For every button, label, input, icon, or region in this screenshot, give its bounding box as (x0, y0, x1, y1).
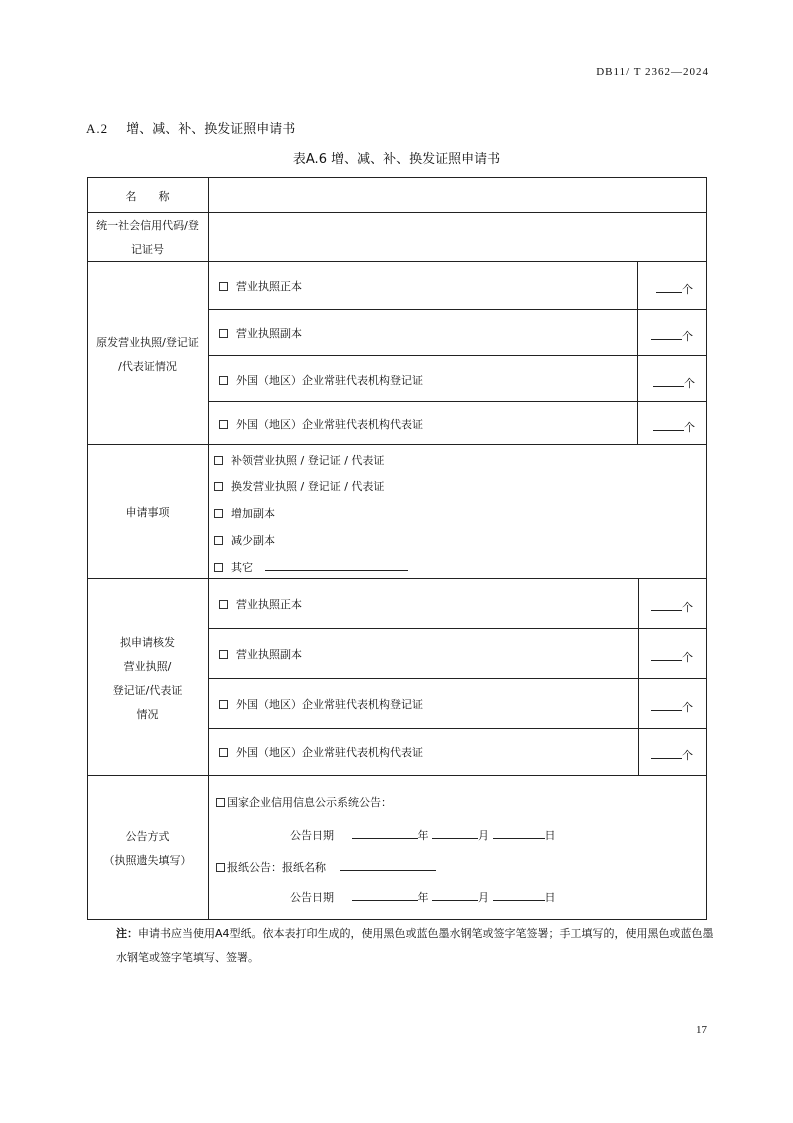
sub-row-divider (208, 628, 707, 629)
document-code: DB11/ T 2362—2024 (596, 66, 709, 78)
checkbox[interactable] (219, 748, 228, 757)
other-blank[interactable] (265, 560, 408, 571)
original-item-text: 营业执照副本 (236, 327, 302, 340)
credit-code-label-line2: 记证号 (131, 243, 164, 256)
sub-row-divider (208, 355, 707, 356)
original-label-line2: /代表证情况 (118, 360, 177, 373)
row-divider (87, 444, 707, 445)
checkbox[interactable] (219, 600, 228, 609)
original-item-text: 外国（地区）企业常驻代表机构登记证 (236, 374, 423, 387)
credit-code-label-line1: 统一社会信用代码/登 (96, 219, 199, 232)
sub-row-divider (208, 401, 707, 402)
row-divider (87, 775, 707, 776)
sub-row-divider (208, 309, 707, 310)
original-count[interactable]: 个 (653, 375, 695, 391)
original-count[interactable]: 个 (656, 281, 693, 297)
announcement-option-online: 国家企业信用信息公示系统公告： (216, 791, 392, 815)
checkbox[interactable] (214, 536, 223, 545)
day-blank[interactable] (493, 828, 545, 839)
sub-row-divider (208, 678, 707, 679)
application-item: 减少副本 (214, 529, 275, 553)
footnote-text: 申请书应当使用A4型纸。依本表打印生成的，使用黑色或蓝色墨水钢笔或签字笔签署；手工填写的，使用黑色或蓝色墨水钢笔或签字笔填写、签署。 (116, 927, 714, 964)
proposed-count[interactable]: 个 (651, 747, 693, 763)
section-title-text: 增、减、补、换发证照申请书 (126, 122, 296, 137)
checkbox[interactable] (214, 509, 223, 518)
proposed-label-line3: 登记证/代表证 (112, 684, 183, 697)
section-number: A.2 (86, 121, 109, 136)
proposed-item: 营业执照副本 (219, 643, 302, 667)
month-blank[interactable] (432, 890, 478, 901)
original-item (219, 369, 423, 393)
proposed-count[interactable]: 个 (651, 699, 693, 715)
proposed-item: 外国（地区）企业常驻代表机构代表证 (219, 741, 423, 765)
month-blank[interactable] (432, 828, 478, 839)
checkbox[interactable] (219, 329, 228, 338)
original-item (219, 322, 302, 346)
original-label-line1: 原发营业执照/登记证 (96, 336, 199, 349)
checkbox[interactable] (219, 376, 228, 385)
day-blank[interactable] (493, 890, 545, 901)
name-label: 名 称 (125, 190, 170, 203)
proposed-label-line2: 营业执照/ (123, 660, 172, 673)
checkbox[interactable] (214, 563, 223, 572)
count-column-divider (638, 578, 639, 775)
proposed-label-line4: 情况 (136, 708, 159, 721)
checkbox[interactable] (216, 798, 225, 807)
checkbox[interactable] (214, 456, 223, 465)
footnote-label: 注： (116, 927, 138, 940)
newspaper-name-blank[interactable] (340, 860, 436, 871)
sub-row-divider (208, 728, 707, 729)
original-count[interactable]: 个 (651, 328, 693, 344)
year-blank[interactable] (352, 828, 418, 839)
announcement-label-line2: （执照遗失填写） (103, 854, 192, 867)
proposed-label-line1: 拟申请核发 (120, 636, 175, 649)
announcement-option-newspaper: 报纸公告：报纸名称 (216, 856, 436, 880)
year-blank[interactable] (352, 890, 418, 901)
original-item-text: 营业执照正本 (236, 280, 302, 293)
original-item (219, 275, 302, 299)
checkbox[interactable] (219, 650, 228, 659)
application-label: 申请事项 (125, 506, 170, 519)
announcement-label-line1: 公告方式 (125, 830, 170, 843)
proposed-item: 外国（地区）企业常驻代表机构登记证 (219, 693, 423, 717)
count-column-divider (637, 261, 638, 444)
section-title (86, 118, 295, 137)
application-form-table (87, 177, 707, 920)
announcement-date-row: 公告日期 年 月 日 (290, 891, 556, 904)
original-item (219, 413, 423, 437)
label-column-divider (208, 177, 209, 920)
footnote (116, 922, 716, 970)
page-number: 17 (696, 1024, 707, 1036)
announcement-date-row: 公告日期 年 月 日 (290, 829, 556, 842)
proposed-item: 营业执照正本 (219, 593, 302, 617)
application-item: 其它 (214, 556, 408, 580)
checkbox[interactable] (216, 863, 225, 872)
application-item: 增加副本 (214, 502, 275, 526)
checkbox[interactable] (214, 482, 223, 491)
checkbox[interactable] (219, 420, 228, 429)
application-item: 换发营业执照 / 登记证 / 代表证 (214, 475, 384, 499)
original-item-text: 外国（地区）企业常驻代表机构代表证 (236, 418, 423, 431)
proposed-count[interactable]: 个 (651, 649, 693, 665)
credit-code-field[interactable] (209, 213, 706, 261)
name-field[interactable] (209, 178, 706, 212)
checkbox[interactable] (219, 282, 228, 291)
proposed-count[interactable]: 个 (651, 599, 693, 615)
table-title: 表A.6 增、减、补、换发证照申请书 (292, 152, 501, 167)
application-item: 补领营业执照 / 登记证 / 代表证 (214, 449, 384, 473)
checkbox[interactable] (219, 700, 228, 709)
original-count[interactable]: 个 (653, 419, 695, 435)
